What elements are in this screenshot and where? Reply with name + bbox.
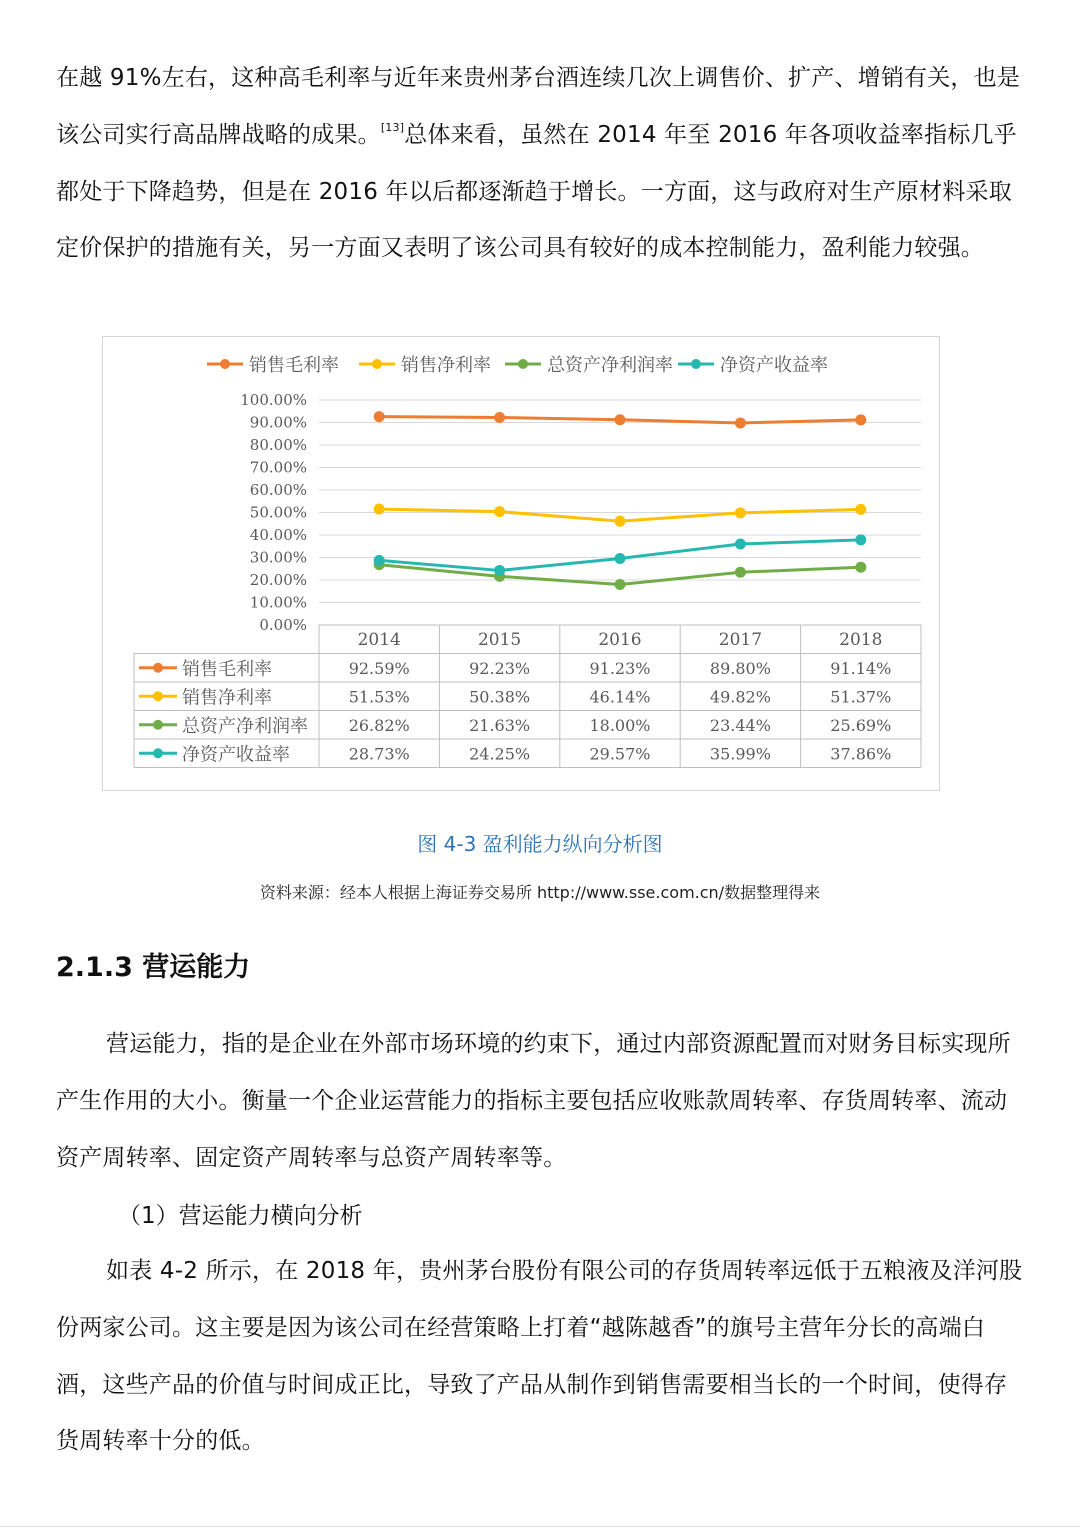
table-legend-marker [153, 748, 163, 758]
paragraph-text-b: 总体来看，虽然在 2014 年至 2016 年各项收益率指标几乎都处于下降趋势，但是在 2016 年以后都逐渐趋于增长。一方面，这与政府对生产原材料采取定价保护的措施有关，另一方面又表明了该公司具有较好的成本控制能力，盈利能力较强。 [56, 121, 1017, 262]
figure-source: 资料来源：经本人根据上海证券交易所 http://www.sse.com.cn/数据整理得来 [259, 883, 821, 902]
data-label: 46.14% [589, 687, 651, 707]
data-label: 29.57% [589, 744, 651, 764]
data-label: 18.00% [589, 715, 651, 735]
data-point [855, 414, 866, 425]
y-tick-label: 80.00% [249, 436, 307, 454]
data-point [615, 579, 626, 590]
legend-swatch-marker [220, 359, 230, 369]
table-legend-marker [153, 691, 163, 701]
chart-figure [102, 336, 940, 791]
data-label: 92.23% [469, 658, 531, 678]
page-bottom-rule [0, 1526, 1080, 1527]
data-label: 92.59% [348, 658, 410, 678]
x-tick-label: 2016 [598, 630, 642, 650]
y-tick-label: 0.00% [259, 616, 307, 634]
data-label: 35.99% [709, 744, 771, 764]
legend-label: 销售毛利率 [249, 355, 339, 376]
data-point [615, 553, 626, 564]
data-point [374, 411, 385, 422]
data-label: 51.37% [830, 687, 892, 707]
data-point [494, 506, 505, 517]
y-tick-label: 70.00% [249, 458, 307, 477]
legend-swatch-marker [372, 359, 382, 369]
data-point [735, 539, 746, 550]
data-label: 91.14% [830, 658, 892, 678]
data-label: 49.82% [709, 687, 771, 707]
table-row-label: 净资产收益率 [182, 744, 290, 766]
data-label: 24.25% [469, 744, 531, 764]
table-row-label: 销售净利率 [182, 687, 272, 709]
x-tick-label: 2014 [357, 630, 401, 650]
figure-caption: 图 4-3 盈利能力纵向分析图 [417, 832, 663, 856]
citation-ref[interactable]: [13] [380, 120, 405, 134]
table-legend-marker [153, 663, 163, 673]
paragraph-inventory-turnover: 如表 4-2 所示，在 2018 年，贵州茅台股份有限公司的存货周转率远低于五粮液及洋河股份两家公司。这主要是因为该公司在经营策略上打着“越陈越香”的旗号主营年分长的高端白酒，这些产品的价值与时间成正比，导致了产品从制作到销售需要相当长的一个时间，使得存货周转率十分的低。 [56, 1258, 1023, 1455]
data-point [374, 504, 385, 515]
y-tick-label: 30.00% [249, 548, 307, 567]
data-label: 51.53% [348, 687, 410, 707]
data-point [855, 534, 866, 545]
data-label: 28.73% [348, 744, 410, 764]
paragraph-profitability-summary [56, 50, 1026, 277]
data-point [494, 412, 505, 423]
y-tick-label: 90.00% [249, 413, 307, 432]
y-tick-label: 20.00% [249, 571, 307, 589]
legend-label: 销售净利率 [401, 355, 491, 376]
table-legend-marker [153, 720, 163, 730]
x-tick-label: 2015 [477, 630, 522, 650]
data-label: 50.38% [469, 687, 531, 707]
data-label: 89.80% [709, 658, 771, 678]
data-point [735, 567, 746, 578]
y-tick-label: 100.00% [240, 391, 307, 409]
legend-swatch-marker [518, 359, 528, 369]
data-point [494, 565, 505, 576]
data-point [855, 562, 866, 573]
legend-label: 总资产净利润率 [547, 355, 673, 376]
paragraph-operating-capacity: 营运能力，指的是企业在外部市场环境的约束下，通过内部资源配置而对财务目标实现所产生作用的大小。衡量一个企业运营能力的指标主要包括应收账款周转率、存货周转率、流动资产周转率、固定资产周转率与总资产周转率等。 [56, 1031, 1011, 1171]
x-tick-label: 2017 [718, 630, 763, 650]
section-title: 2.1.3 营运能力 [56, 952, 251, 983]
data-label: 91.23% [589, 658, 651, 678]
y-tick-label: 60.00% [249, 481, 307, 499]
data-point [855, 504, 866, 515]
legend-label: 净资产收益率 [720, 355, 828, 376]
data-label: 23.44% [709, 715, 771, 735]
y-tick-label: 10.00% [249, 593, 307, 612]
y-tick-label: 50.00% [249, 503, 307, 522]
data-label: 21.63% [469, 715, 531, 735]
data-label: 26.82% [348, 715, 410, 735]
data-label: 37.86% [830, 744, 892, 764]
data-label: 25.69% [830, 715, 892, 735]
data-point [735, 417, 746, 428]
legend-swatch-marker [691, 359, 701, 369]
data-point [615, 516, 626, 527]
paragraph-text-a: 在越 91%左右，这种高毛利率与近年来贵州茅台酒连续几次上调售价、扩产、增销有关，也是该公司实行高品牌战略的成果。 [56, 65, 1021, 148]
x-tick-label: 2018 [839, 630, 883, 650]
profitability-chart [103, 337, 941, 792]
data-point [374, 555, 385, 566]
table-row-label: 总资产净利润率 [182, 715, 308, 737]
table-row-label: 销售毛利率 [182, 658, 272, 680]
data-point [615, 414, 626, 425]
data-point [735, 507, 746, 518]
y-tick-label: 40.00% [249, 526, 307, 544]
subheading-horizontal-analysis: （1）营运能力横向分析 [118, 1203, 363, 1229]
